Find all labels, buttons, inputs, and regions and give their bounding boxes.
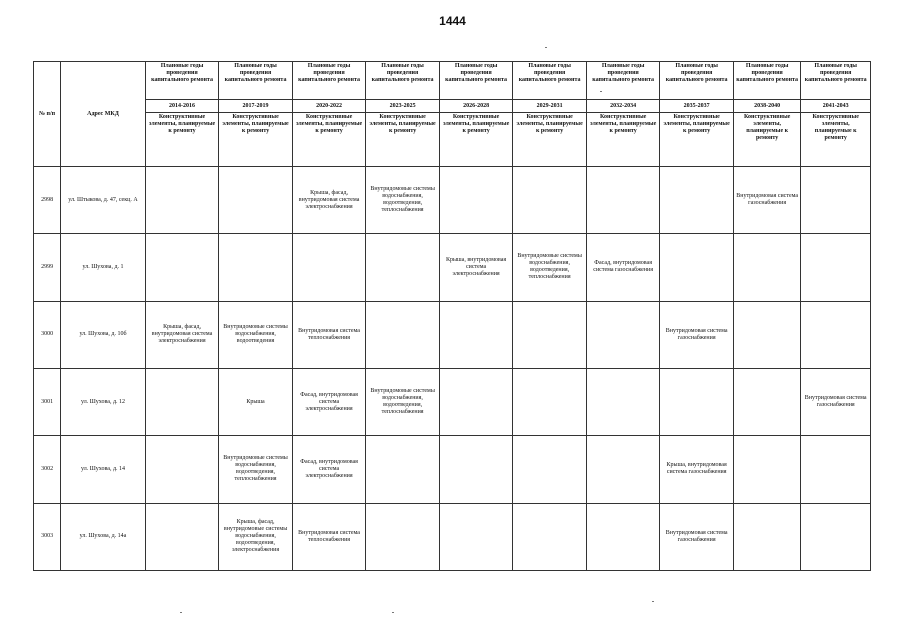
header-row-elements: [34, 113, 871, 167]
repair-elements-cell: [801, 234, 871, 301]
repair-elements-cell: [586, 436, 660, 503]
table-row: [34, 301, 871, 368]
period-years: 2023-2025: [366, 100, 440, 113]
period-years: 2032-2034: [586, 100, 660, 113]
repair-elements-cell: Внутридомовая система теплоснабжения: [292, 503, 366, 570]
repair-elements-cell: [586, 167, 660, 234]
repair-elements-cell: Внутридомовая система газоснабжения: [801, 368, 871, 435]
period-header: Плановые годы проведения капитального ремонта: [292, 62, 366, 100]
repair-elements-cell: [801, 301, 871, 368]
repair-elements-cell: [366, 436, 440, 503]
table-row: [34, 234, 871, 301]
period-header: Плановые годы проведения капитального ремонта: [733, 62, 800, 100]
repair-elements-cell: [733, 301, 800, 368]
repair-elements-cell: [219, 167, 293, 234]
repair-elements-cell: Крыша, внутридомовая система газоснабжения: [660, 436, 734, 503]
repair-elements-cell: [439, 436, 513, 503]
row-number: 2998: [34, 167, 61, 234]
repair-elements-cell: [586, 503, 660, 570]
period-years: 2035-2037: [660, 100, 734, 113]
repair-elements-cell: [439, 503, 513, 570]
repair-elements-cell: [439, 301, 513, 368]
row-address: ул. Штыкова, д. 47, секц. А: [61, 167, 146, 234]
period-header: Плановые годы проведения капитального ремонта: [513, 62, 587, 100]
repair-elements-cell: Внутридомовые системы водоснабжения, водоотведения, теплоснабжения: [513, 234, 587, 301]
repair-elements-cell: Внутридомовые системы водоснабжения, водоотведения, теплоснабжения: [366, 167, 440, 234]
repair-elements-cell: [733, 234, 800, 301]
repair-elements-cell: [513, 368, 587, 435]
repair-elements-cell: Внутридомовая система газоснабжения: [660, 301, 734, 368]
repair-elements-cell: [660, 368, 734, 435]
period-header: Плановые годы проведения капитального ремонта: [366, 62, 440, 100]
period-years: 2017-2019: [219, 100, 293, 113]
column-header-number: № п/п: [34, 62, 61, 167]
repair-elements-cell: Крыша, фасад, внутридомовые системы водоснабжения, водоотведения, электроснабжения: [219, 503, 293, 570]
period-years: 2029-2031: [513, 100, 587, 113]
table-row: [34, 368, 871, 435]
header-row-periods: [34, 62, 871, 100]
repair-elements-cell: [366, 234, 440, 301]
repair-elements-cell: [145, 167, 219, 234]
repair-elements-cell: [513, 503, 587, 570]
row-number: 3003: [34, 503, 61, 570]
repair-elements-cell: [586, 301, 660, 368]
repair-elements-cell: [733, 503, 800, 570]
repair-elements-cell: Крыша: [219, 368, 293, 435]
row-address: ул. Шухова, д. 14а: [61, 503, 146, 570]
period-header: Плановые годы проведения капитального ремонта: [586, 62, 660, 100]
period-years: 2020-2022: [292, 100, 366, 113]
scan-speck: [180, 612, 182, 613]
row-number: 3000: [34, 301, 61, 368]
scan-speck: [392, 612, 394, 613]
repair-elements-cell: Внутридомовые системы водоснабжения, водоотведения: [219, 301, 293, 368]
repair-elements-cell: [586, 368, 660, 435]
repair-elements-cell: Фасад, внутридомовая система электроснабжения: [292, 436, 366, 503]
elements-header: Конструктивные элементы, планируемые к ремонту: [660, 113, 734, 167]
repair-elements-cell: [733, 436, 800, 503]
repair-elements-cell: Внутридомовая система газоснабжения: [733, 167, 800, 234]
repair-elements-cell: [801, 503, 871, 570]
period-years: 2026-2028: [439, 100, 513, 113]
elements-header: Конструктивные элементы, планируемые к ремонту: [586, 113, 660, 167]
repair-elements-cell: [439, 368, 513, 435]
scan-speck: [652, 601, 654, 602]
period-years: 2041-2043: [801, 100, 871, 113]
repair-elements-cell: [513, 301, 587, 368]
repair-elements-cell: [801, 167, 871, 234]
column-header-address: Адрес МКД: [61, 62, 146, 167]
capital-repair-table: [33, 61, 871, 571]
repair-elements-cell: [733, 368, 800, 435]
row-number: 3001: [34, 368, 61, 435]
repair-elements-cell: [145, 503, 219, 570]
elements-header: Конструктивные элементы, планируемые к ремонту: [145, 113, 219, 167]
repair-elements-cell: Внутридомовая система теплоснабжения: [292, 301, 366, 368]
repair-elements-cell: [219, 234, 293, 301]
repair-elements-cell: Внутридомовые системы водоснабжения, водоотведения, теплоснабжения: [366, 368, 440, 435]
repair-elements-cell: Крыша, внутридомовая система электроснабжения: [439, 234, 513, 301]
row-address: ул. Шухова, д. 1: [61, 234, 146, 301]
repair-elements-cell: [801, 436, 871, 503]
page-number: 1444: [439, 14, 466, 28]
repair-elements-cell: [660, 234, 734, 301]
header-row-years: [34, 100, 871, 113]
elements-header: Конструктивные элементы, планируемые к ремонту: [439, 113, 513, 167]
elements-header: Конструктивные элементы, планируемые к ремонту: [219, 113, 293, 167]
row-address: ул. Шухова, д. 14: [61, 436, 146, 503]
repair-elements-cell: Внутридомовые системы водоснабжения, водоотведения, теплоснабжения: [219, 436, 293, 503]
scan-speck: [600, 91, 602, 92]
period-header: Плановые годы проведения капитального ремонта: [801, 62, 871, 100]
repair-elements-cell: [145, 436, 219, 503]
repair-elements-cell: [366, 301, 440, 368]
repair-elements-cell: [439, 167, 513, 234]
repair-elements-cell: [145, 234, 219, 301]
repair-elements-cell: [292, 234, 366, 301]
elements-header: Конструктивные элементы, планируемые к ремонту: [513, 113, 587, 167]
period-header: Плановые годы проведения капитального ремонта: [439, 62, 513, 100]
elements-header: Конструктивные элементы, планируемые к ремонту: [733, 113, 800, 167]
repair-elements-cell: Внутридомовая система газоснабжения: [660, 503, 734, 570]
table-body: [34, 167, 871, 571]
repair-elements-cell: [660, 167, 734, 234]
elements-header: Конструктивные элементы, планируемые к ремонту: [366, 113, 440, 167]
row-number: 3002: [34, 436, 61, 503]
repair-elements-cell: Крыша, фасад, внутридомовая система электроснабжения: [292, 167, 366, 234]
table-row: [34, 503, 871, 570]
repair-elements-cell: Фасад, внутридомовая система электроснабжения: [292, 368, 366, 435]
repair-elements-cell: [145, 368, 219, 435]
repair-elements-cell: Крыша, фасад, внутридомовая система электроснабжения: [145, 301, 219, 368]
repair-elements-cell: [513, 436, 587, 503]
table-row: [34, 436, 871, 503]
repair-elements-cell: Фасад, внутридомовая система газоснабжения: [586, 234, 660, 301]
repair-elements-cell: [513, 167, 587, 234]
repair-elements-cell: [366, 503, 440, 570]
elements-header: Конструктивные элементы, планируемые к ремонту: [292, 113, 366, 167]
period-years: 2038-2040: [733, 100, 800, 113]
row-address: ул. Шухова, д. 12: [61, 368, 146, 435]
scan-speck: [545, 47, 547, 48]
period-header: Плановые годы проведения капитального ремонта: [219, 62, 293, 100]
table-row: [34, 167, 871, 234]
period-header: Плановые годы проведения капитального ремонта: [660, 62, 734, 100]
row-number: 2999: [34, 234, 61, 301]
period-years: 2014-2016: [145, 100, 219, 113]
elements-header: Конструктивные элементы, планируемые к ремонту: [801, 113, 871, 167]
period-header: Плановые годы проведения капитального ремонта: [145, 62, 219, 100]
row-address: ул. Шухова, д. 10б: [61, 301, 146, 368]
